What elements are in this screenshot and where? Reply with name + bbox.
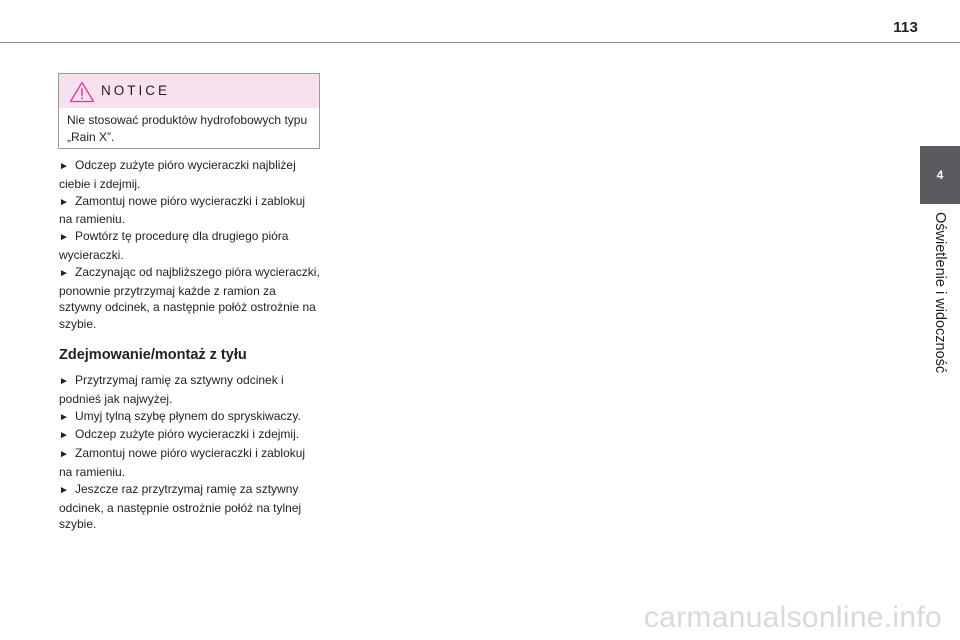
rear-step: ► Zamontuj nowe pióro wycieraczki i zablokuj na ramieniu.: [59, 446, 306, 479]
bullet-arrow-icon: ►: [59, 375, 69, 387]
rear-step: ► Odczep zużyte pióro wycieraczki i zdejmij.: [59, 426, 321, 445]
instructions: [59, 157, 321, 533]
rear-step: ► Jeszcze raz przytrzymaj ramię za sztywny odcinek, a następnie ostrożnie połóż na tylnej szybie.: [59, 481, 302, 532]
chapter-tab-number: 4: [936, 168, 944, 182]
front-step: ► Zaczynając od najbliższego pióra wycieraczki, ponownie przytrzymaj każde z ramion za sztywny odcinek, a następnie połóż ostrożnie na szybie.: [59, 264, 320, 332]
header-rule: [0, 42, 960, 43]
chapter-title: Oświetlenie i widoczność: [932, 212, 948, 374]
bullet-arrow-icon: ►: [59, 449, 69, 461]
notice-header: [59, 74, 319, 108]
bullet-arrow-icon: ►: [59, 196, 69, 208]
chapter-tab[interactable]: [920, 146, 960, 204]
page-number: 113: [893, 19, 918, 36]
notice-title: NOTICE: [101, 83, 171, 98]
front-step: ► Zamontuj nowe pióro wycieraczki i zablokuj na ramieniu.: [59, 193, 306, 227]
bullet-arrow-icon: ►: [59, 161, 69, 172]
watermark: carmanualsonline.info: [643, 601, 942, 634]
front-step: ► Powtórz tę procedurę dla drugiego pióra wycieraczki.: [59, 229, 289, 262]
notice-box: [58, 73, 320, 149]
bullet-arrow-icon: ►: [59, 232, 69, 244]
bullet-arrow-icon: ►: [59, 411, 69, 423]
bullet-arrow-icon: ►: [59, 430, 69, 442]
front-step: ► Odczep zużyte pióro wycieraczki najbliżej ciebie i zdejmij.: [59, 158, 296, 191]
bullet-arrow-icon: ►: [59, 484, 69, 496]
warning-triangle-icon: [69, 81, 95, 103]
section-heading: Zdejmowanie/montaż z tyłu: [59, 346, 247, 363]
rear-step: ► Przytrzymaj ramię za sztywny odcinek i podnieś jak najwyżej.: [59, 372, 284, 406]
notice-text: Nie stosować produktów hydrofobowych typu „Rain X”.: [67, 113, 308, 144]
bullet-arrow-icon: ►: [59, 267, 69, 279]
rear-step: ► Umyj tylną szybę płynem do spryskiwaczy.: [59, 408, 321, 427]
